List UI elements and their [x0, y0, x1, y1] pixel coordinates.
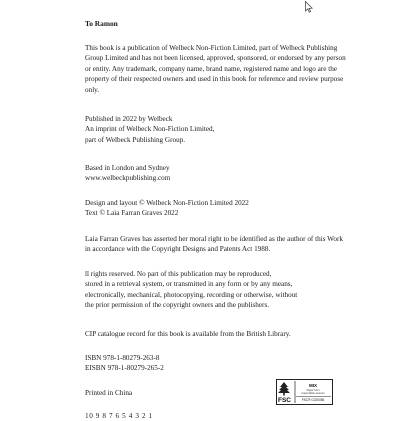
dedication: To Ramon — [85, 19, 118, 28]
published-by: Published in 2022 by Welbeck An imprint of Welbeck Non-Fiction Limited, part of Welbeck Publishing Group. — [85, 115, 215, 144]
fsc-tree-icon — [278, 382, 290, 396]
publication-notice: This book is a publication of Welbeck Non-Fiction Limited, part of Welbeck Publishing Group Limited and has not been licensed, approved, sponsored, or endorsed by any person or entity. Any trademark, company name, brand name, registered name and logo are the property of their respected owners and used in this book for reference and review purpose only. — [85, 44, 346, 94]
mouse-pointer-icon — [305, 0, 313, 12]
svg-text:FSC: FSC — [278, 397, 291, 404]
svg-text:FSC® C020056: FSC® C020056 — [301, 398, 325, 402]
svg-text:MIX: MIX — [308, 383, 318, 388]
printed-in: Printed in China — [85, 389, 133, 397]
rights-reserved-notice: ll rights reserved. No part of this publication may be reproduced, stored in a retrieval system, or transmitted in any form or by any means, electronically, mechanical, photocopying, recording or otherwise, without the prior permission of the copyright owners and the publishers. — [85, 270, 298, 310]
svg-text:responsible sources: responsible sources — [301, 392, 325, 395]
svg-text:Paper from: Paper from — [306, 389, 320, 392]
copyright-notice: Design and layout © Welbeck Non-Fiction Limited 2022 Text © Laia Farran Graves 2022 — [85, 199, 249, 218]
moral-rights-notice: Laia Farran Graves has asserted her moral right to be identified as the author of this Work in accordance with the Copyright Designs and Patents Act 1988. — [85, 235, 343, 254]
publisher-location: Based in London and Sydney www.welbeckpublishing.com — [85, 164, 171, 183]
isbn-block: ISBN 978-1-80279-263-8 EISBN 978-1-80279-265-2 — [85, 354, 164, 373]
fsc-logo — [276, 379, 333, 405]
print-line: 10 9 8 7 6 5 4 3 2 1 — [85, 412, 153, 420]
cip-notice: CIP catalogue record for this book is available from the British Library. — [85, 330, 291, 338]
